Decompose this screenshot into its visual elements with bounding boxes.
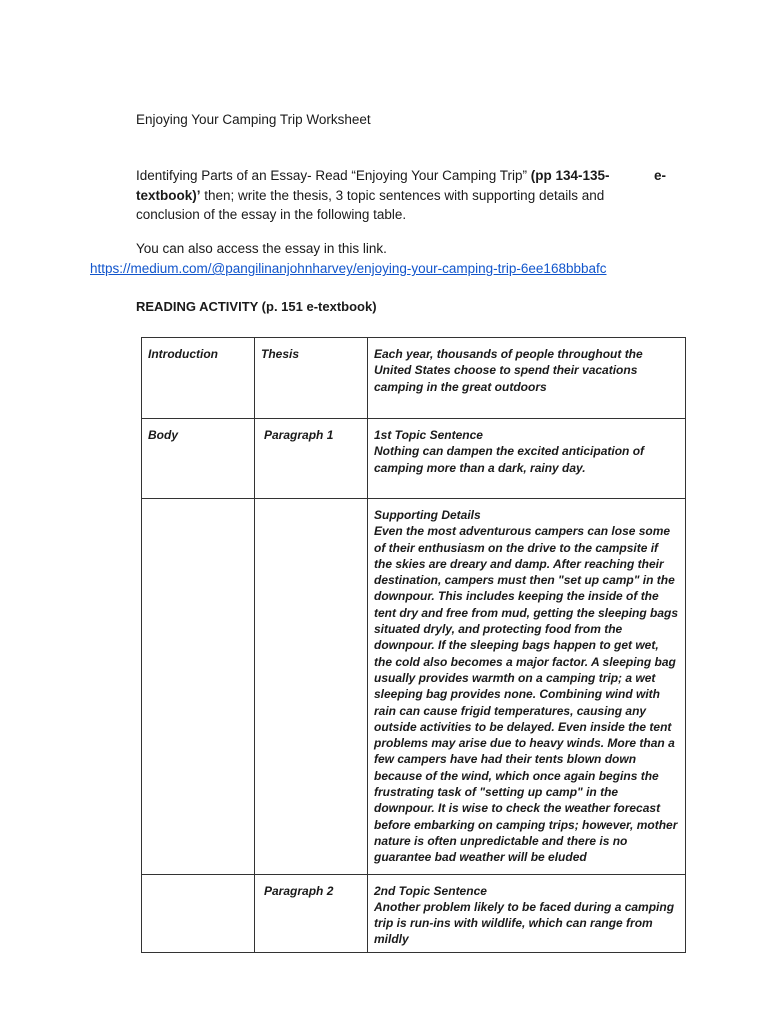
worksheet-title: Enjoying Your Camping Trip Worksheet: [136, 112, 371, 127]
table-row-introduction: [142, 338, 686, 419]
topic-sentence-2-label: 2nd Topic Sentence: [374, 883, 487, 898]
cell-thesis-label: Thesis: [255, 338, 368, 419]
instructions-text-1: Identifying Parts of an Essay- Read “Enjoying Your Camping Trip”: [136, 168, 531, 183]
instructions-bold-2: textbook)’: [136, 187, 201, 203]
cell-body-label: Body: [142, 419, 255, 499]
supporting-details-label: Supporting Details: [374, 508, 481, 522]
topic-sentence-2-text: Another problem likely to be faced during a camping trip is run-ins with wildlife, which can range from mildly: [374, 899, 675, 947]
essay-table: [141, 337, 686, 953]
access-text: You can also access the essay in this link.: [136, 241, 387, 256]
table-row-paragraph-1: [142, 419, 686, 499]
cell-topic-sentence-1: [368, 419, 686, 499]
cell-introduction-label: Introduction: [142, 338, 255, 419]
topic-sentence-1-text: Nothing can dampen the excited anticipation of camping more than a dark, rainy day.: [374, 444, 645, 475]
table-row-paragraph-2: [142, 874, 686, 952]
table-row-supporting-details: [142, 499, 686, 875]
essay-link[interactable]: https://medium.com/@pangilinanjohnharvey/enjoying-your-camping-trip-6ee168bbbafc: [90, 261, 607, 276]
cell-supporting-details: [368, 499, 686, 875]
instructions-bold-1: (pp 134-135-: [530, 168, 610, 183]
cell-empty: [142, 499, 255, 875]
cell-empty: [255, 499, 368, 875]
reading-activity-heading: READING ACTIVITY (p. 151 e-textbook): [136, 299, 377, 314]
supporting-details-text: Even the most adventurous campers can lose some of their enthusiasm on the drive to the campsite if the skies are dreary and damp. After reaching their destination, campers must then "set up camp" in the downpour. This includes keeping the inside of the tent dry and free from mud, getting the sleeping bags situated dryly, and protecting food from the downpour. If the sleeping bags happen to get wet, the cold also becomes a major factor. A sleeping bag usually provides warmth on a camping trip; a wet sleeping bag provides none. Combining wind with rain can cause frigid temperatures, causing any outside activities to be delayed. Even inside the tent problems may arise due to heavy winds. More than a few campers have had their tents blown down because of the wind, which once again begins the frustrating task of "setting up camp" in the downpour. It is wise to check the weather forecast before embarking on camping trips; however, mother nature is often unpredictable and there is no guarantee bad weather will be eluded: [374, 524, 679, 865]
cell-empty: [142, 874, 255, 952]
cell-topic-sentence-2: [368, 874, 686, 952]
instructions-text-2: then; write the thesis, 3 topic sentences with supporting details and conclusion of the essay in the following table.: [136, 187, 605, 222]
instructions-paragraph: [136, 166, 666, 225]
cell-paragraph-1-label: Paragraph 1: [255, 419, 368, 499]
cell-paragraph-2-label: Paragraph 2: [255, 874, 368, 952]
topic-sentence-1-label: 1st Topic Sentence: [374, 428, 483, 442]
instructions-bold-right: e-: [653, 168, 666, 183]
cell-thesis-text: Each year, thousands of people throughout the United States choose to spend their vacations camping in the great outdoors: [368, 338, 686, 419]
